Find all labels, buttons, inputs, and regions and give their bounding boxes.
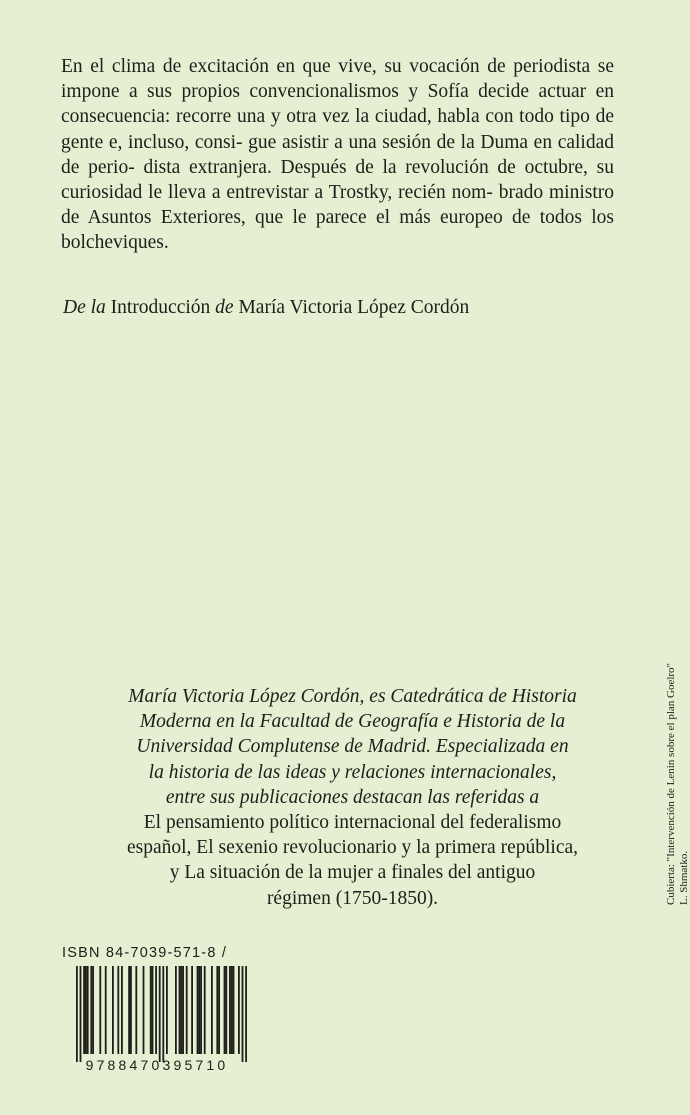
blurb-line: gue asistir a una sesión de la Duma en calidad de perio- — [61, 131, 615, 178]
back-cover-blurb — [61, 54, 614, 256]
barcode-bar — [85, 966, 87, 1054]
blurb-line: la ciudad, habla con todo tipo de gente e, incluso, consi- — [61, 106, 614, 153]
blurb-line: En el clima de excitación en que vive, su vocación de — [61, 56, 506, 77]
blurb-line: brado ministro de Asuntos Exteriores, que le parece el más — [61, 182, 615, 229]
barcode-bar — [143, 966, 145, 1054]
cover-credit-line: Cubierta: "Intervención de Lenin sobre el plan Goelro" — [665, 662, 677, 905]
barcode-bar — [242, 966, 244, 1062]
bio-line: Moderna en la Facultad de Geografía e Historia de la — [139, 711, 566, 733]
barcode-bar — [224, 966, 226, 1054]
barcode-bar — [179, 966, 181, 1054]
attribution-word: Introducción — [110, 297, 211, 318]
bio-publications-line: y La situación de la mujer a finales del antiguo — [169, 862, 536, 884]
barcode-bar — [150, 966, 152, 1054]
barcode-bar — [90, 966, 92, 1054]
bio-publications-line: El pensamiento político internacional del federalismo — [143, 812, 562, 834]
barcode-bar — [99, 966, 101, 1054]
barcode-bar — [182, 966, 184, 1054]
barcode-bar — [200, 966, 202, 1054]
barcode-bar — [166, 966, 168, 1054]
barcode-bar — [186, 966, 188, 1054]
barcode-bar — [231, 966, 233, 1054]
barcode-bar — [245, 966, 247, 1062]
barcode-bar — [238, 966, 240, 1054]
barcode-bar — [155, 966, 157, 1054]
barcode-bar — [121, 966, 123, 1054]
blurb-line: periodista se impone a sus propios convencionalismos y — [61, 56, 615, 103]
barcode-bar — [159, 966, 161, 1062]
barcode-bar — [198, 966, 200, 1054]
barcode-bar — [128, 966, 130, 1054]
barcode-bar — [175, 966, 177, 1054]
barcode-bar — [211, 966, 213, 1054]
blurb-line: curiosidad le lleva a entrevistar a Trostky, recién nom- — [61, 182, 493, 204]
barcode-bar — [112, 966, 114, 1054]
blurb-attribution — [63, 295, 469, 320]
barcode-bar — [204, 966, 206, 1054]
bio-line: María Victoria López Cordón, es Catedrática de Historia — [128, 686, 577, 707]
barcode-bar — [83, 966, 85, 1054]
barcode-bar — [135, 966, 137, 1054]
attribution-author: María Victoria López Cordón — [238, 297, 470, 318]
barcode-bar — [117, 966, 119, 1054]
barcode-bar — [218, 966, 220, 1054]
barcode-digits: 9788470395710 — [85, 1057, 229, 1073]
bio-publications-line: régimen (1750-1850). — [266, 887, 439, 909]
cover-credit — [665, 663, 690, 905]
barcode-bar — [87, 966, 89, 1054]
isbn-label: ISBN 84-7039-571-8 / — [62, 945, 228, 961]
blurb-line: Sofía decide actuar en consecuencia: recorre una y otra vez — [61, 81, 615, 128]
barcode-bar — [105, 966, 107, 1054]
cover-credit-line: L. Shmatko. — [677, 850, 690, 905]
bio-line: Universidad Complutense de Madrid. Especializada en — [136, 736, 569, 758]
barcode-bar — [92, 966, 94, 1054]
barcode-bar — [197, 966, 199, 1054]
barcode-bar — [216, 966, 218, 1054]
blurb-line: europeo de todos los bolcheviques. — [61, 207, 614, 254]
attribution-connector: de — [215, 297, 234, 318]
blurb-line: dista extranjera. Después de la revolución de octubre, su — [143, 156, 614, 178]
barcode-bar — [76, 966, 78, 1062]
barcode-bar — [152, 966, 154, 1054]
author-bio — [60, 684, 645, 911]
bio-line: entre sus publicaciones destacan las referidas a — [165, 786, 540, 808]
barcode-bar — [225, 966, 227, 1054]
blurb-paragraph — [61, 54, 614, 256]
barcode-bar — [130, 966, 132, 1054]
attribution-prefix: De la — [63, 297, 106, 318]
bio-line: la historia de las ideas y relaciones internacionales, — [148, 761, 557, 783]
barcode-bar — [191, 966, 193, 1054]
barcode-bar — [162, 966, 164, 1062]
isbn-barcode — [62, 966, 252, 1072]
barcode-bar — [229, 966, 231, 1054]
barcode-bar — [233, 966, 235, 1054]
barcode-bar — [180, 966, 182, 1054]
bio-publications-line: español, El sexenio revolucionario y la primera república, — [126, 837, 579, 859]
barcode-bar — [80, 966, 82, 1062]
